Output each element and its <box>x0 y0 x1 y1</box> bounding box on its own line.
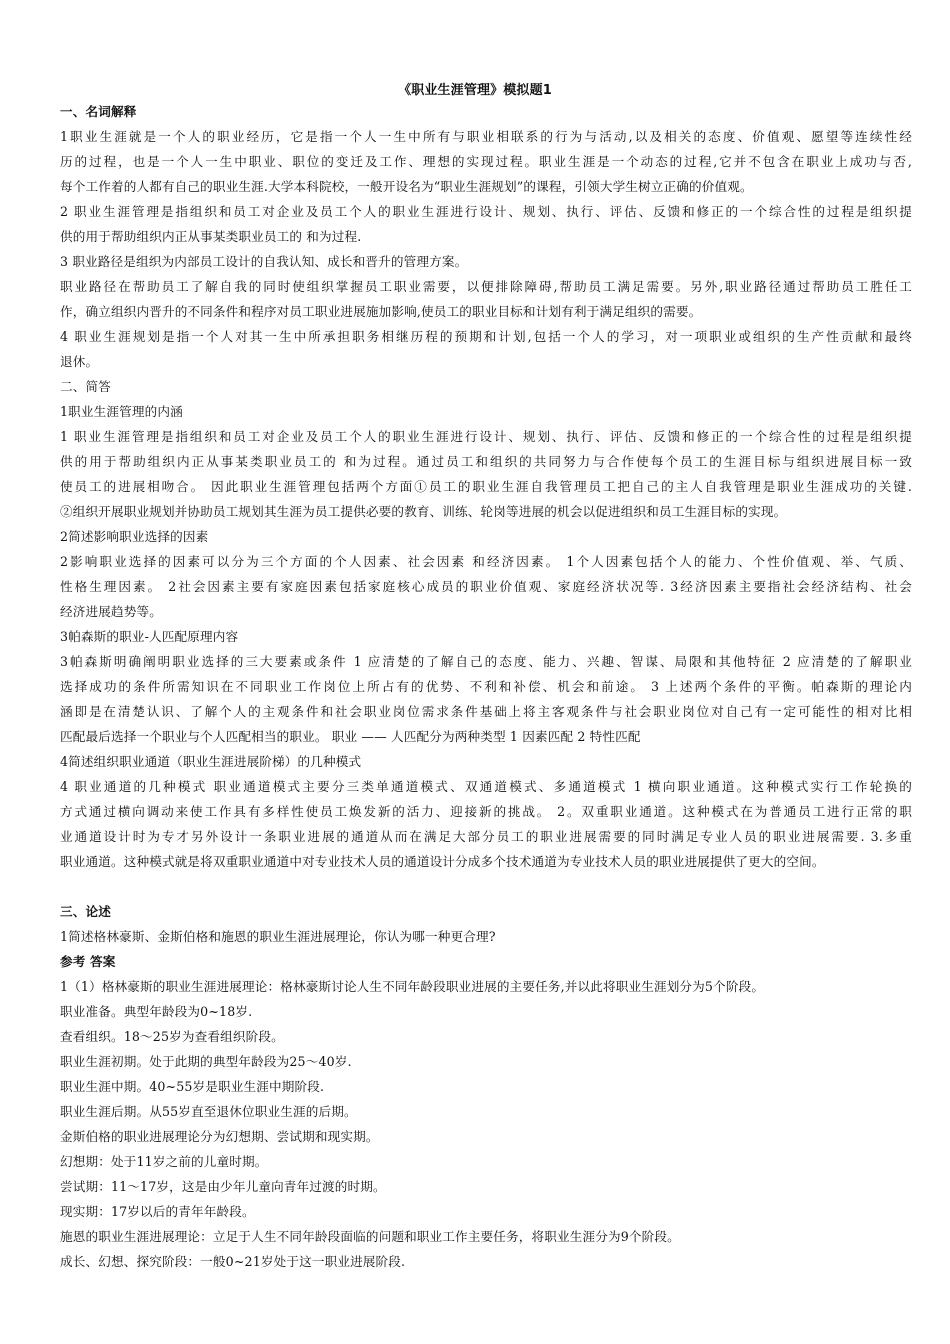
text-line: 供的用于帮助组织内正从事某类职业员工的 和为过程。通过员工和组织的共同努力与合作使每个员工的生涯目标与组织进展目标一致 <box>60 454 912 469</box>
text-line: 职业通道。这种模式就是将双重职业通道中对专业技术人员的通道设计分成多个技术通道为专业技术人员的职业进展提供了更大的空间。 <box>60 854 825 869</box>
section-heading: 参考 答案 <box>60 954 116 969</box>
text-line: 职业准备。典型年龄段为0~18岁. <box>60 1004 253 1019</box>
text-line: 性格生理因素。 2社会因素主要有家庭因素包括家庭核心成员的职业价值观、家庭经济状况等. 3经济因素主要指社会经济结构、社会 <box>60 579 912 594</box>
document-body <box>60 99 912 1274</box>
text-line: 2 职业生涯管理是指组织和员工对企业及员工个人的职业生涯进行设计、规划、执行、评估、反馈和修正的一个综合性的过程是组织提 <box>60 204 912 219</box>
document-title: 《职业生涯管理》模拟题1 <box>398 83 552 98</box>
text-line: 金斯伯格的职业进展理论分为幻想期、尝试期和现实期。 <box>60 1129 379 1144</box>
section-heading: 一、名词解释 <box>60 104 137 119</box>
text-line: 方式通过横向调动来使工作具有多样性使员工焕发新的活力、迎接新的挑战。 2。双重职业通道。这种模式在为普通员工进行正常的职 <box>60 804 912 819</box>
text-line: 1职业生涯管理的内涵 <box>60 404 183 419</box>
text-line: 4简述组织职业通道（职业生涯进展阶梯）的几种模式 <box>60 754 362 769</box>
section-heading: 三、论述 <box>60 904 111 919</box>
text-line: 成长、幻想、探究阶段：一般0~21岁处于这一职业进展阶段. <box>60 1254 406 1269</box>
text-line: 历的过程，也是一个人一生中职业、职位的变迁及工作、理想的实现过程。职业生涯是一个动态的过程,它并不包含在职业上成功与否, <box>60 154 912 169</box>
text-line: 经济进展趋势等。 <box>60 604 162 619</box>
text-line: 作，确立组织内晋升的不同条件和程序对员工职业进展施加影响,使员工的职业目标和计划有利于满足组织的需要。 <box>60 304 702 319</box>
text-line: 1 职业生涯管理是指组织和员工对企业及员工个人的职业生涯进行设计、规划、执行、评估、反馈和修正的一个综合性的过程是组织提 <box>60 429 912 444</box>
text-line: 退休。 <box>60 354 99 369</box>
text-line: 1简述格林豪斯、金斯伯格和施恩的职业生涯进展理论，你认为哪一种更合理? <box>60 929 496 944</box>
text-line: 匹配最后选择一个职业与个人匹配相当的职业。 职业 —— 人匹配分为两种类型 1 因素匹配 2 特性匹配 <box>60 729 641 744</box>
text-line: 职业生涯后期。从55岁直至退休位职业生涯的后期。 <box>60 1104 357 1119</box>
text-line: 供的用于帮助组织内正从事某类职业员工的 和为过程. <box>60 229 362 244</box>
text-line: 3 职业路径是组织为内部员工设计的自我认知、成长和晋升的管理方案。 <box>60 254 468 269</box>
text-line: 幻想期：处于11岁之前的儿童时期。 <box>60 1154 268 1169</box>
text-line: 2影响职业选择的因素可以分为三个方面的个人因素、社会因素 和经济因素。 1个人因素包括个人的能力、个性价值观、举、气质、 <box>60 554 912 569</box>
text-line: 2简述影响职业选择的因素 <box>60 529 209 544</box>
text-line: 二、简答 <box>60 379 111 394</box>
text-line: 现实期：17岁以后的青年年龄段。 <box>60 1204 255 1219</box>
text-line: 尝试期：11～17岁，这是由少年儿童向青年过渡的时期。 <box>60 1179 386 1194</box>
text-line: 3帕森斯明确阐明职业选择的三大要素或条件 1 应清楚的了解自己的态度、能力、兴趣、智谋、局限和其他特征 2 应清楚的了解职业 <box>60 654 912 669</box>
text-line: 施恩的职业生涯进展理论：立足于人生不同年龄段面临的问题和职业工作主要任务，将职业生涯分为9个阶段。 <box>60 1229 680 1244</box>
text-line: 职业生涯中期。40~55岁是职业生涯中期阶段. <box>60 1079 325 1094</box>
text-line: 1（1）格林豪斯的职业生涯进展理论：格林豪斯讨论人生不同年龄段职业进展的主要任务,并以此将职业生涯划分为5个阶段。 <box>60 979 765 994</box>
text-line: 使员工的进展相吻合。 因此职业生涯管理包括两个方面①员工的职业生涯自我管理员工把自己的主人自我管理是职业生涯成功的关键. <box>60 479 912 494</box>
text-line: 业通道设计时为专才另外设计一条职业进展的通道从而在满足大部分员工的职业进展需要的同时满足专业人员的职业进展需要. 3.多重 <box>60 829 912 844</box>
text-line: 1职业生涯就是一个人的职业经历，它是指一个人一生中所有与职业相联系的行为与活动,以及相关的态度、价值观、愿望等连续性经 <box>60 129 912 144</box>
text-line: 4 职业通道的几种模式 职业通道模式主要分三类单通道模式、双通道模式、多通道模式 1 横向职业通道。这种模式实行工作轮换的 <box>60 779 912 794</box>
text-line: ②组织开展职业规划并协助员工规划其生涯为员工提供必要的教育、训练、轮岗等进展的机会以促进组织和员工生涯目标的实现。 <box>60 504 787 519</box>
blank-line <box>60 874 912 899</box>
text-line: 每个工作着的人都有自己的职业生涯.大学本科院校，一般开设名为“职业生涯规划”的课程，引领大学生树立正确的价值观。 <box>60 179 753 194</box>
text-line: 查看组织。18～25岁为查看组织阶段。 <box>60 1029 284 1044</box>
text-line: 职业路径在帮助员工了解自我的同时使组织掌握员工职业需要，以便排除障碍,帮助员工满足需要。另外,职业路径通过帮助员工胜任工 <box>60 279 912 294</box>
text-line: 选择成功的条件所需知识在不同职业工作岗位上所占有的优势、不利和补偿、机会和前途。 3 上述两个条件的平衡。帕森斯的理论内 <box>60 679 912 694</box>
text-line: 涵即是在清楚认识、了解个人的主观条件和社会职业岗位需求条件基础上将主客观条件与社会职业岗位对自己有一定可能性的相对比相 <box>60 704 912 719</box>
text-line: 职业生涯初期。处于此期的典型年龄段为25～40岁. <box>60 1054 352 1069</box>
text-line: 3帕森斯的职业-人匹配原理内容 <box>60 629 239 644</box>
text-line: 4 职业生涯规划是指一个人对其一生中所承担职务相继历程的预期和计划,包括一个人的学习，对一项职业或组织的生产性贡献和最终 <box>60 329 912 344</box>
